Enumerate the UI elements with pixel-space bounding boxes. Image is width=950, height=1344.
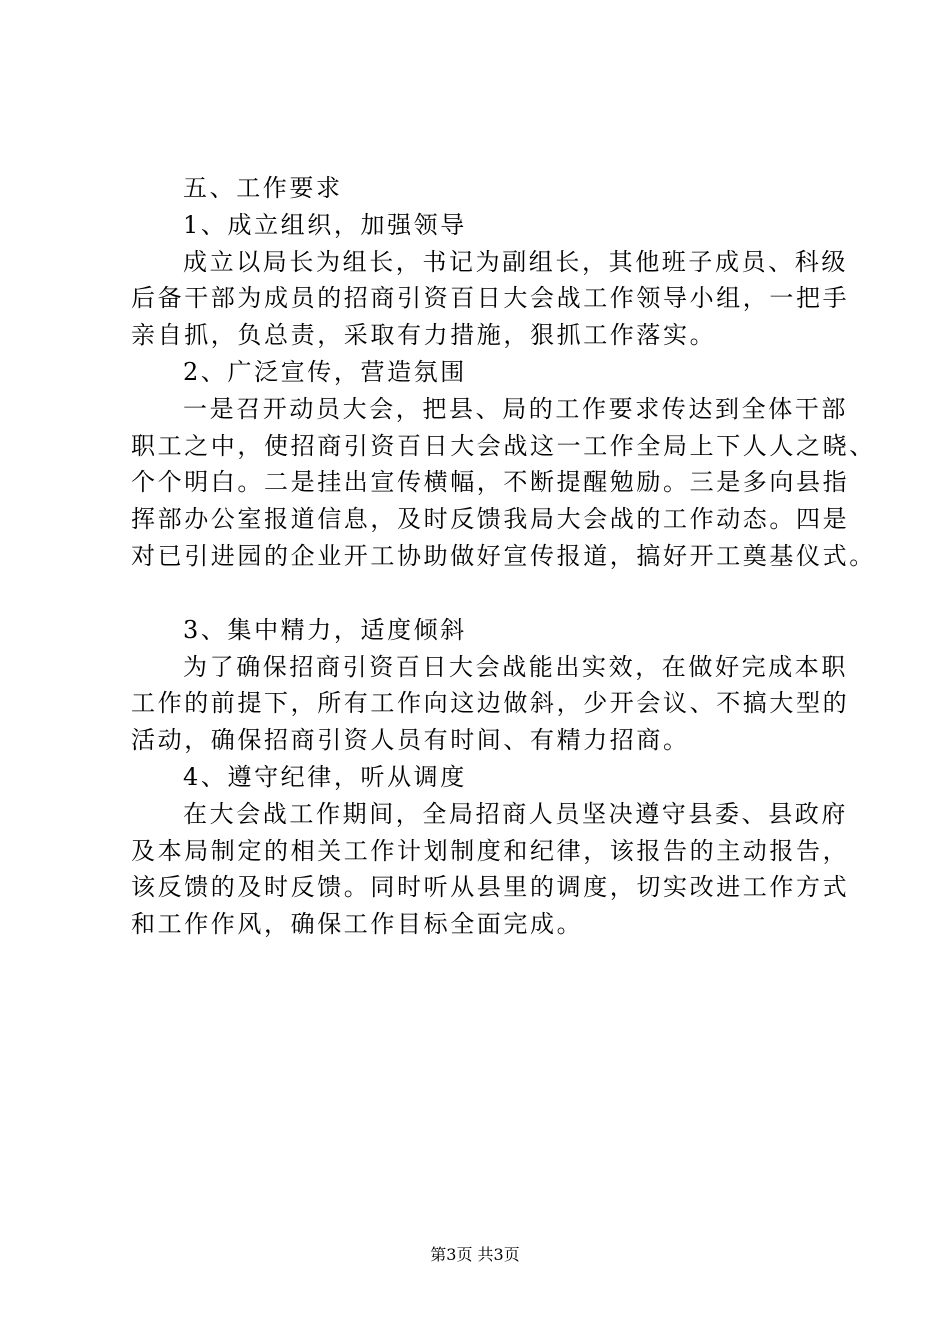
blank-line bbox=[131, 575, 851, 612]
paragraph-line: 及本局制定的相关工作计划制度和纪律，该报告的主动报告， bbox=[131, 836, 850, 865]
paragraph-line: 工作的前提下，所有工作向这边做斜，少开会议、不搞大型的 bbox=[131, 689, 850, 718]
paragraph-line: 一是召开动员大会，把县、局的工作要求传达到全体干部 bbox=[183, 394, 848, 423]
paragraph-line: 活动，确保招商引资人员有时间、有精力招商。 bbox=[131, 726, 690, 755]
paragraph-line: 在大会战工作期间，全局招商人员坚决遵守县委、县政府 bbox=[183, 799, 848, 828]
paragraph-line: 该反馈的及时反馈。同时听从县里的调度，切实改进工作方式 bbox=[131, 873, 850, 902]
paragraph-line: 职工之中，使招商引资百日大会战这一工作全局上下人人之晓、 bbox=[131, 431, 876, 460]
document-body bbox=[131, 170, 876, 943]
paragraph-line: 对已引进园的企业开工协助做好宣传报道，搞好开工奠基仪式。 bbox=[131, 541, 876, 570]
subheading-1: 1、成立组织，加强领导 bbox=[183, 210, 467, 239]
paragraph-line: 亲自抓，负总责，采取有力措施，狠抓工作落实。 bbox=[131, 321, 717, 350]
paragraph-line: 和工作作风，确保工作目标全面完成。 bbox=[131, 910, 584, 939]
page-number-footer: 第3页 共3页 bbox=[430, 1245, 520, 1264]
paragraph-line: 个个明白。二是挂出宣传横幅，不断提醒勉励。三是多向县指 bbox=[131, 468, 850, 497]
paragraph-line: 后备干部为成员的招商引资百日大会战工作领导小组，一把手 bbox=[131, 284, 850, 313]
subheading-2: 2、广泛宣传，营造氛围 bbox=[183, 357, 467, 386]
subheading-3: 3、集中精力，适度倾斜 bbox=[183, 615, 467, 644]
subheading-4: 4、遵守纪律，听从调度 bbox=[183, 762, 467, 791]
section-heading: 五、工作要求 bbox=[183, 174, 343, 202]
paragraph-line: 为了确保招商引资百日大会战能出实效，在做好完成本职 bbox=[183, 652, 848, 681]
paragraph-line: 挥部办公室报道信息，及时反馈我局大会战的工作动态。四是 bbox=[131, 505, 850, 534]
paragraph-line: 成立以局长为组长，书记为副组长，其他班子成员、科级 bbox=[183, 247, 848, 276]
